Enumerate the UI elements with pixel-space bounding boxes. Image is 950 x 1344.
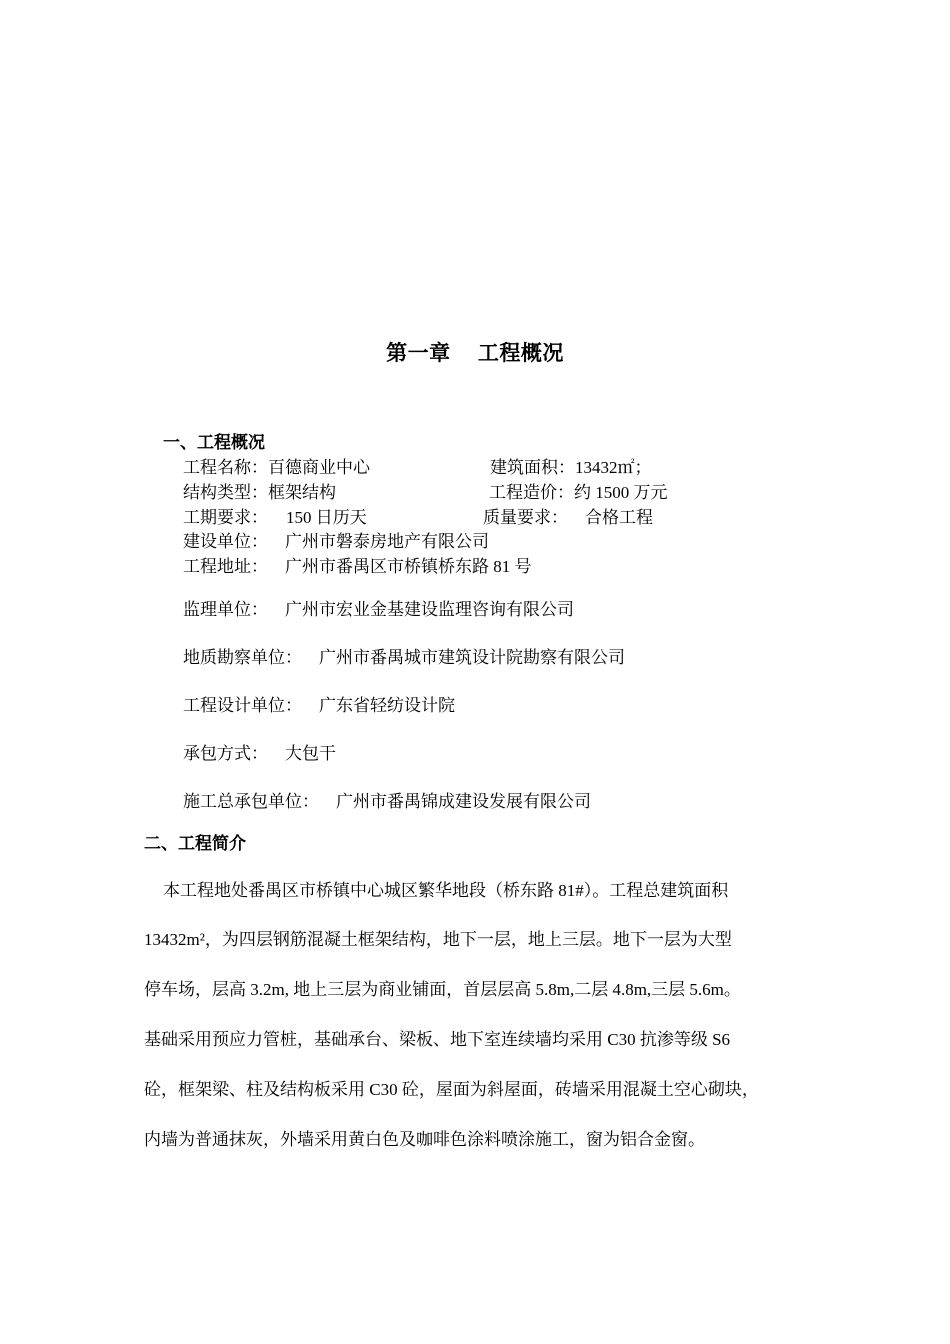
duration-value: 150 日历天 — [286, 508, 367, 527]
quality-label: 质量要求： — [483, 508, 568, 527]
structure-type-label: 结构类型： — [183, 483, 268, 502]
general-contractor-value: 广州市番禺锦成建设发展有限公司 — [336, 792, 591, 811]
project-name-label: 工程名称： — [183, 458, 268, 477]
survey-row — [183, 643, 625, 668]
intro-line-4: 基础采用预应力管桩，基础承台、梁板、地下室连续墙均采用 C30 抗渗等级 S6 — [144, 1030, 731, 1049]
quality-row — [483, 503, 653, 528]
project-name-row — [183, 453, 370, 478]
project-name-value: 百德商业中心 — [268, 458, 370, 477]
section-heading-overview: 一、工程概况 — [163, 433, 265, 452]
intro-line-1: 本工程地处番禺区市桥镇中心城区繁华地段（桥东路 81#）。工程总建筑面积 — [163, 881, 729, 900]
intro-line-5: 砼，框架梁、柱及结构板采用 C30 砼，屋面为斜屋面，砖墙采用混凝土空心砌块， — [144, 1080, 759, 1099]
cost-label: 工程造价： — [489, 483, 574, 502]
designer-label: 工程设计单位： — [183, 696, 302, 715]
duration-label: 工期要求： — [183, 508, 268, 527]
section-heading-intro: 二、工程简介 — [144, 834, 246, 853]
building-area-row — [490, 453, 652, 478]
supervisor-row — [183, 595, 574, 620]
designer-row — [183, 691, 455, 716]
designer-value: 广东省轻纺设计院 — [319, 696, 455, 715]
cost-value: 约 1500 万元 — [574, 483, 668, 502]
cost-row — [489, 478, 668, 503]
building-area-label: 建筑面积： — [490, 458, 575, 477]
address-value: 广州市番禺区市桥镇桥东路 81 号 — [285, 557, 532, 576]
intro-line-2: 13432m²，为四层钢筋混凝土框架结构，地下一层，地上三层。地下一层为大型 — [144, 930, 732, 949]
intro-line-3: 停车场，层高 3.2m, 地上三层为商业铺面，首层层高 5.8m,二层 4.8m,三层 5.6m。 — [144, 980, 741, 999]
intro-line-6: 内墙为普通抹灰，外墙采用黄白色及咖啡色涂料喷涂施工，窗为铝合金窗。 — [144, 1130, 705, 1149]
address-label: 工程地址： — [183, 557, 268, 576]
chapter-title: 第一章 工程概况 — [386, 341, 564, 365]
supervisor-value: 广州市宏业金基建设监理咨询有限公司 — [285, 600, 574, 619]
owner-label: 建设单位： — [183, 532, 268, 551]
structure-type-value: 框架结构 — [268, 483, 336, 502]
owner-value: 广州市磐泰房地产有限公司 — [285, 532, 489, 551]
general-contractor-label: 施工总承包单位： — [183, 792, 319, 811]
building-area-value: 13432㎡； — [575, 458, 652, 477]
survey-value: 广州市番禺城市建筑设计院勘察有限公司 — [319, 648, 625, 667]
duration-row — [183, 503, 367, 528]
contract-mode-label: 承包方式： — [183, 744, 268, 763]
contract-mode-row — [183, 739, 336, 764]
owner-row — [183, 527, 489, 552]
general-contractor-row — [183, 787, 591, 812]
contract-mode-value: 大包干 — [285, 744, 336, 763]
supervisor-label: 监理单位： — [183, 600, 268, 619]
structure-type-row — [183, 478, 336, 503]
survey-label: 地质勘察单位： — [183, 648, 302, 667]
address-row — [183, 552, 532, 577]
quality-value: 合格工程 — [585, 508, 653, 527]
